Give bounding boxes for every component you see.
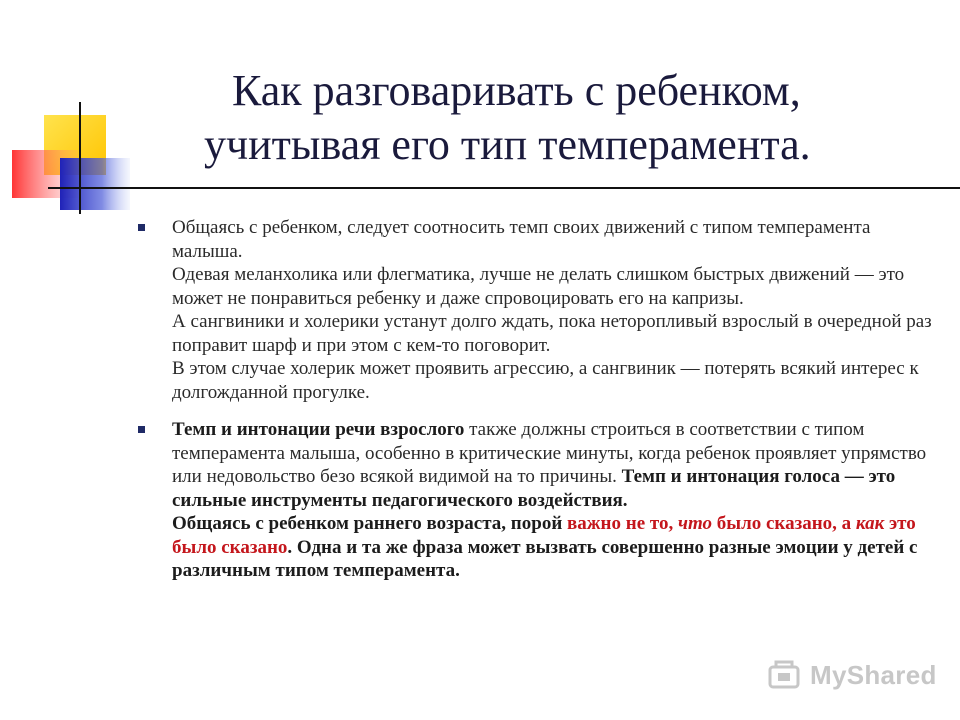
bullet-2-bold-3: . Одна и та же фраза может вызвать совершенно разные эмоции у детей с различным типом темперамента. [172,536,918,581]
bullet-item-1 [132,216,932,404]
bullet-1-line-3: А сангвиники и холерики устанут долго ждать, пока неторопливый взрослый в очередной раз поправит шарф и при этом с кем-то поговорит. [172,311,932,356]
bullet-2-bold-2: Общаясь с ребенком раннего возраста, порой [172,513,568,534]
bullet-item-2 [132,418,932,583]
bullet-2-bold-1: Темп и интонация голоса — это сильные инструменты педагогического воздействия. [172,466,896,511]
myshared-logo-icon [766,657,804,693]
bullet-square-icon [138,224,145,231]
bullet-2-red-3: это было сказано [172,513,916,558]
title-divider [48,187,960,189]
bullet-1-line-2: Одевая меланхолика или флегматика, лучше не делать слишком быстрых движений — это может не понравиться ребенку и даже спровоцировать его на капризы. [172,264,905,309]
bullet-1-line-1: Общаясь с ребенком, следует соотносить темп своих движений с типом темперамента малыша. [172,217,871,262]
bullet-2-text-1: также должны строиться в соответствии с типом темперамента малыша, особенно в критические минуты, когда ребенок проявляет упрямство или недовольство безо всякой видимой на то причины. [172,419,927,487]
title-line-1: Как разговаривать с ребенком, [232,66,801,115]
slide-body [132,216,932,597]
myshared-watermark [766,655,937,695]
bullet-1-line-4: В этом случае холерик может проявить агрессию, а сангвиник — потерять всякий интерес к долгожданной прогулке. [172,358,919,403]
bullet-2-bold-lead: Темп и интонации речи взрослого [172,419,465,440]
bullet-2-red-1: важно не то, [567,513,678,534]
slide-title [204,64,924,172]
bullet-2-red-italic-1: что [677,513,712,534]
bullet-2-text [172,418,932,583]
bullet-2-red-italic-2: как [855,513,885,534]
title-line-2: учитывая его тип темперамента. [204,120,811,169]
watermark-text: MyShared [810,659,937,690]
bullet-2-red-2: было сказано, а [711,513,856,534]
bullet-square-icon [138,426,145,433]
deco-blue-square [60,158,130,210]
